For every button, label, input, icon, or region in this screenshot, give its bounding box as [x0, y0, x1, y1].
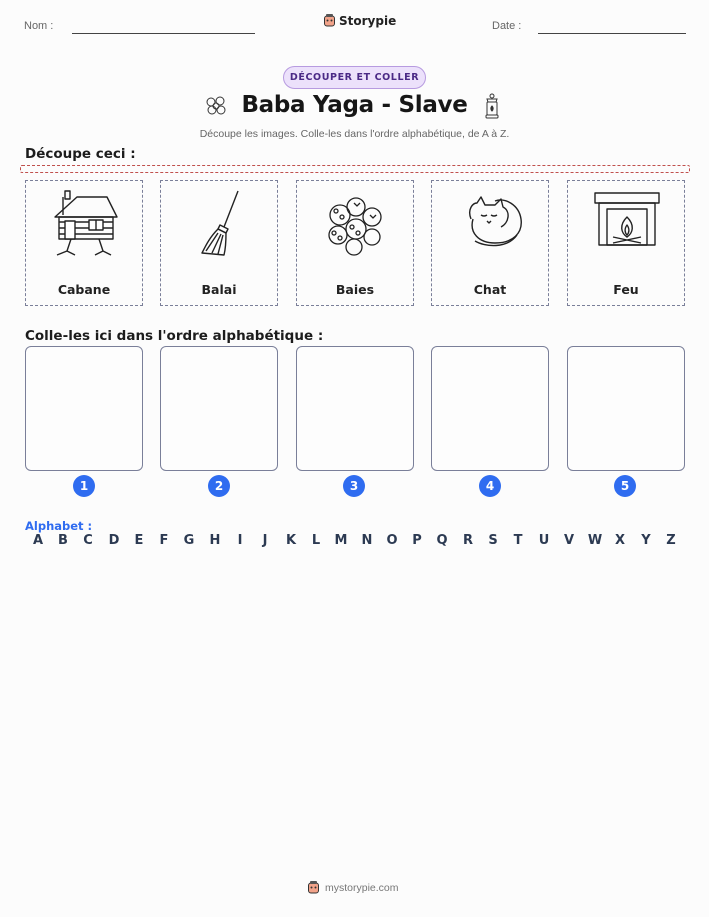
alphabet-letter: V — [563, 533, 575, 548]
alphabet-letter: W — [587, 533, 603, 548]
brand-name: Storypie — [339, 13, 397, 28]
cut-card-baies[interactable] — [296, 180, 414, 306]
cat-icon — [451, 189, 531, 259]
alphabet-letter: G — [183, 533, 195, 548]
date-line — [538, 33, 686, 34]
alphabet-letter: U — [538, 533, 550, 548]
paste-box-4[interactable] — [431, 346, 549, 471]
paste-heading: Colle-les ici dans l'ordre alphabétique : — [25, 328, 324, 344]
instructions: Découpe les images. Colle-les dans l'ordre alphabétique, de A à Z. — [199, 128, 510, 140]
date-label: Date : — [492, 20, 522, 32]
name-label: Nom : — [24, 20, 54, 32]
card-label: Feu — [613, 282, 639, 297]
card-label: Baies — [335, 282, 375, 297]
alphabet-letter: F — [159, 533, 169, 548]
alphabet-letter: M — [334, 533, 348, 548]
number-badge: 2 — [208, 475, 230, 497]
broom-icon — [180, 189, 260, 259]
alphabet-letter: N — [361, 533, 373, 548]
card-label: Balai — [201, 282, 237, 297]
number-badge: 4 — [479, 475, 501, 497]
paste-box-2[interactable] — [160, 346, 278, 471]
alphabet-label: Alphabet : — [25, 519, 93, 533]
number-badge: 1 — [73, 475, 95, 497]
brand-logo — [323, 13, 396, 28]
alphabet-letter: Z — [666, 533, 676, 548]
cut-card-cabane[interactable] — [25, 180, 143, 306]
paste-box-1[interactable] — [25, 346, 143, 471]
alphabet-letter: D — [108, 533, 120, 548]
alphabet-letter: K — [285, 533, 297, 548]
page-title: Baba Yaga - Slave — [241, 92, 468, 118]
cut-card-chat[interactable] — [431, 180, 549, 306]
activity-badge: DÉCOUPER ET COLLER — [283, 66, 426, 89]
alphabet-letter: C — [83, 533, 93, 548]
number-badge: 5 — [614, 475, 636, 497]
alphabet-letter: I — [237, 533, 243, 548]
alphabet-letter: J — [262, 533, 268, 548]
lantern-icon — [481, 93, 503, 121]
storypie-mascot-icon — [323, 13, 336, 28]
paste-box-5[interactable] — [567, 346, 685, 471]
paste-box-3[interactable] — [296, 346, 414, 471]
alphabet-letter: L — [311, 533, 321, 548]
alphabet-letter: E — [134, 533, 144, 548]
berries-icon — [316, 189, 396, 259]
alphabet-letter: R — [462, 533, 473, 548]
fireplace-icon — [587, 189, 667, 259]
card-label: Cabane — [57, 282, 111, 297]
alphabet-letter: T — [513, 533, 523, 548]
cut-card-balai[interactable] — [160, 180, 278, 306]
name-line — [72, 33, 255, 34]
footer-url[interactable]: mystorypie.com — [325, 881, 399, 894]
cut-card-feu[interactable] — [567, 180, 685, 306]
alphabet-letter: B — [58, 533, 68, 548]
alphabet-letter: X — [614, 533, 626, 548]
cut-line — [20, 165, 690, 173]
alphabet-letter: Q — [436, 533, 448, 548]
footer — [307, 880, 399, 895]
alphabet-letter: Y — [641, 533, 651, 548]
number-badge: 3 — [343, 475, 365, 497]
storypie-mascot-icon — [307, 880, 320, 895]
alphabet-letter: A — [32, 533, 44, 548]
card-label: Chat — [473, 282, 507, 297]
alphabet-letter: S — [488, 533, 498, 548]
hut-icon — [45, 189, 125, 259]
alphabet-letter: P — [412, 533, 422, 548]
cut-heading: Découpe ceci : — [25, 146, 136, 162]
alphabet-letter: H — [209, 533, 221, 548]
alphabet-letter: O — [386, 533, 398, 548]
